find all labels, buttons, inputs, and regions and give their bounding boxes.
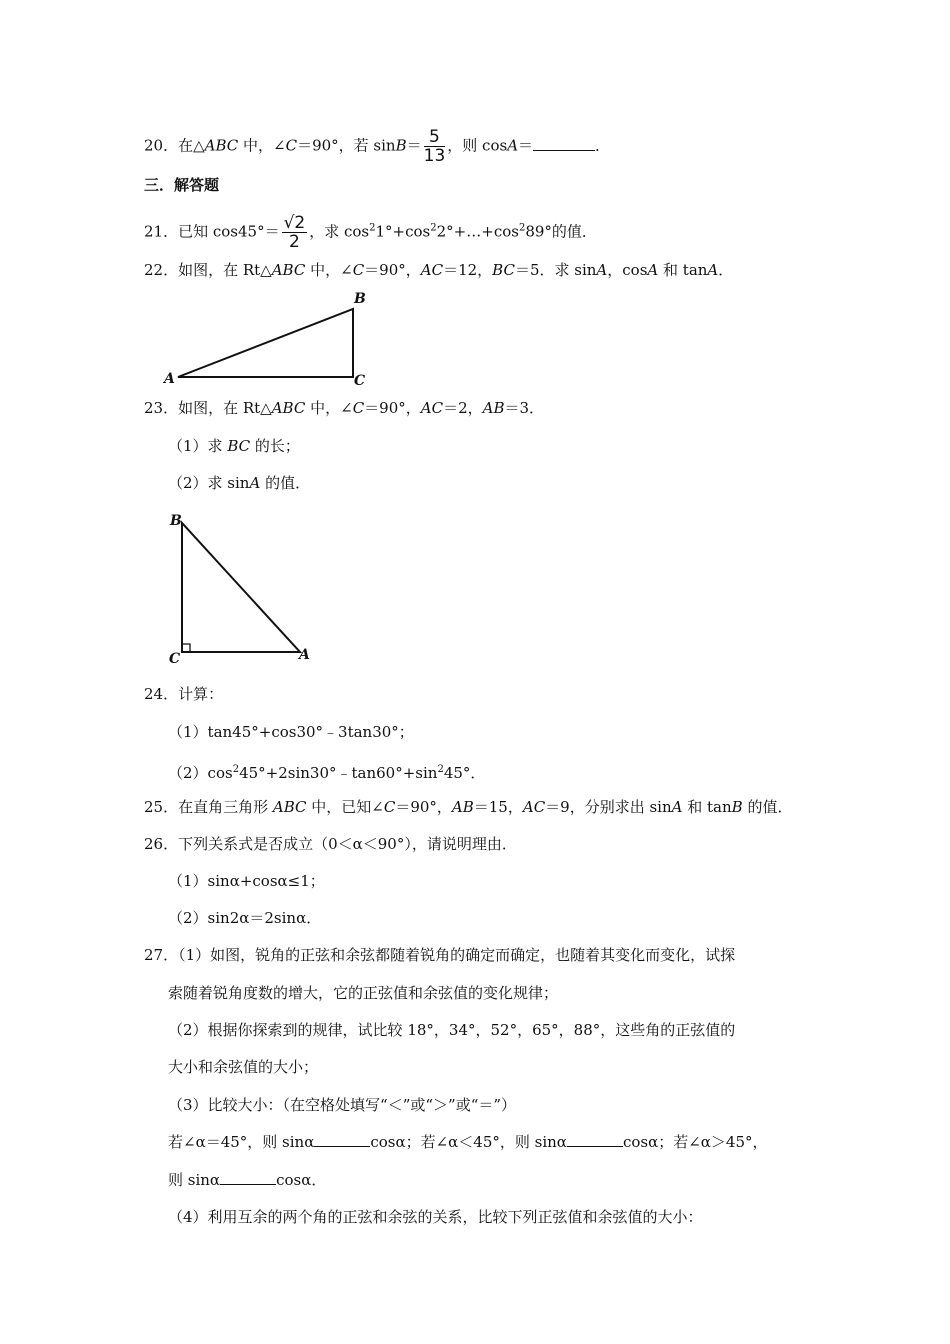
fraction-5-13: $\frac{5}{13}$ [423,127,446,166]
vertex-label-a: A [164,371,175,387]
question-27-line-1: 27．（1）如图，锐角的正弦和余弦都随着锐角的确定而确定，也随着其变化而变化，试探 [144,946,736,964]
question-27-line-7: 则 sinα cosα． [168,1171,327,1189]
question-23: 23．如图，在 Rt△ABC 中，∠C＝90°，AC＝2，AB＝3． [144,399,545,417]
question-26: 26．下列关系式是否成立（0＜α＜90°），请说明理由． [144,835,517,853]
answer-blank[interactable] [220,1170,276,1185]
answer-blank[interactable] [567,1132,623,1147]
question-27-line-5: （3）比较大小：（在空格处填写“＜”或“＞”或“＝”） [168,1096,517,1114]
question-23-part-2: （2）求 sinA 的值． [168,474,311,492]
figure-23-triangle [160,505,320,670]
question-27-line-2: 索随着锐角度数的增大，它的正弦值和余弦值的变化规律； [168,984,559,1002]
question-26-part-1: （1）sinα+cosα≤1； [168,872,325,890]
question-27-line-8: （4）利用互余的两个角的正弦和余弦的关系，比较下列正弦值和余弦值的大小： [168,1208,703,1226]
question-27-line-3: （2）根据你探索到的规律，试比较 18°，34°，52°，65°，88°，这些角的正弦值的 [168,1021,736,1039]
question-20: 20．在△ABC 中，∠C＝90°，若 sinB＝ $\frac{5}{13}$ ，则 cosA＝ ． [144,127,611,166]
answer-blank[interactable] [533,136,595,151]
question-27-line-4: 大小和余弦值的大小； [168,1058,319,1076]
question-25: 25．在直角三角形 ABC 中，已知∠C＝90°，AB＝15，AC＝9，分别求出 sinA 和 tanB 的值． [144,798,793,816]
question-23-part-1: （1）求 BC 的长； [168,437,300,455]
question-27-line-6: 若∠α＝45°，则 sinα cosα；若∠α＜45°，则 sinα cosα；若∠α＞45°， [168,1133,768,1151]
vertex-label-c: C [169,651,181,667]
section-heading: 三．解答题 [144,176,220,194]
fraction-sqrt2-2: $\frac{√2}{2}$ [283,213,306,252]
triangle-abc [178,309,353,377]
vertex-label-a: A [299,647,310,663]
vertex-label-b: B [354,291,366,307]
vertex-label-b: B [170,513,182,529]
figure-22-triangle [160,285,380,390]
right-angle-mark [182,644,190,652]
answer-blank[interactable] [314,1132,370,1147]
question-24: 24．计算： [144,685,224,703]
question-24-part-2: $(2)\cos^245^\circ+2\sin 30^\circ﹣\tan 60^\circ+\sin^245^\circ$． [168,764,486,782]
question-22: 22．如图，在 Rt△ABC 中，∠C＝90°，AC＝12，BC＝5．求 sinA，cosA 和 tanA． [144,261,734,279]
question-26-part-2: （2）sin2α＝2sinα． [168,909,322,927]
question-24-part-1: （1）tan45°+cos30°﹣3tan30°； [168,723,414,741]
vertex-label-c: C [354,373,366,389]
triangle-abc [182,523,300,652]
question-21: 21．已知 cos45°＝ $\frac{√2}{2}$ ，求 $\cos^21^\circ+\cos^22^\circ+\dots+\cos^289^\circ$的值． [144,213,597,252]
